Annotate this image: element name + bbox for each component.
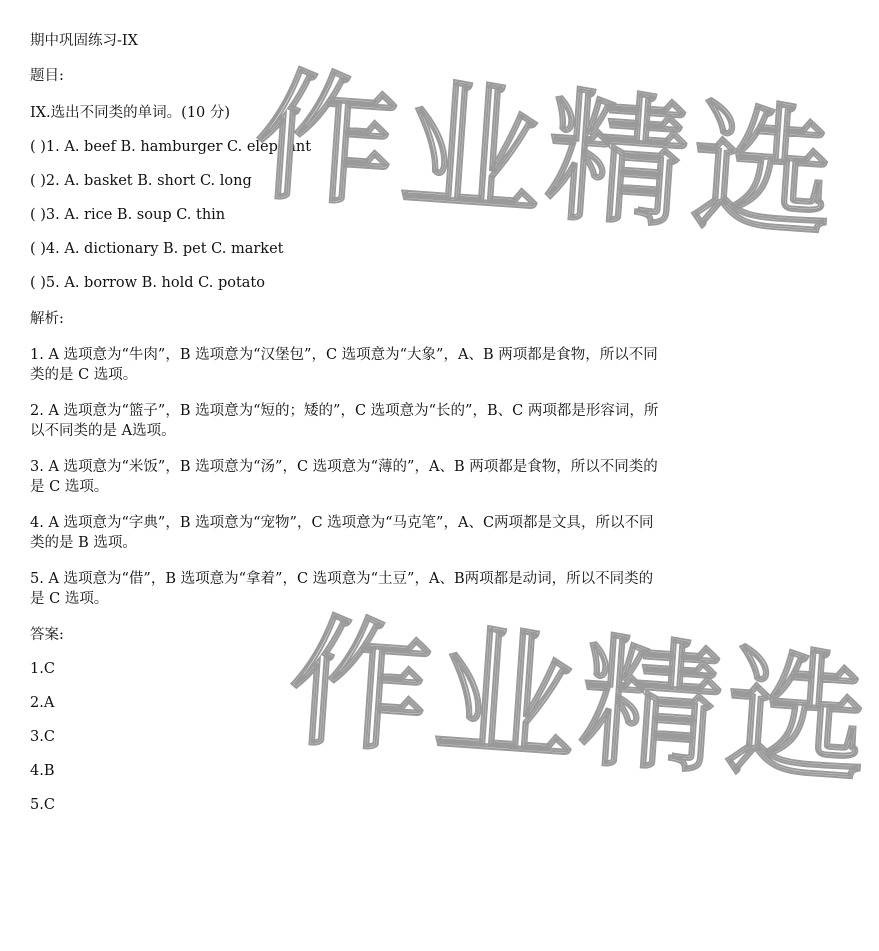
answer-item-1: 1.C xyxy=(30,661,55,677)
question-instruction: IX.选出不同类的单词。(10 分) xyxy=(30,105,231,121)
analysis-label: 解析: xyxy=(30,311,64,327)
answer-item-3: 3.C xyxy=(30,729,55,745)
question-item-2: ( )2. A. basket B. short C. long xyxy=(30,173,252,189)
question-item-1: ( )1. A. beef B. hamburger C. elephant xyxy=(30,139,312,155)
analysis-item-4: 4. A 选项意为“字典”，B 选项意为“宠物”，C 选项意为“马克笔”，A、C两项都是文具，所以不同类的是 B 选项。 xyxy=(30,515,654,551)
answer-item-2: 2.A xyxy=(30,695,55,711)
watermark-top: 作业精选 xyxy=(250,54,845,259)
answer-item-5: 5.C xyxy=(30,797,55,813)
question-item-3: ( )3. A. rice B. soup C. thin xyxy=(30,207,226,223)
analysis-item-2: 2. A 选项意为“篮子”，B 选项意为“短的；矮的”，C 选项意为“长的”，B、C 两项都是形容词，所以不同类的是 A选项。 xyxy=(30,403,659,439)
watermark-bottom: 作业精选 xyxy=(284,600,879,805)
question-item-5: ( )5. A. borrow B. hold C. potato xyxy=(30,275,265,291)
analysis-item-5: 5. A 选项意为“借”，B 选项意为“拿着”，C 选项意为“土豆”，A、B两项都是动词，所以不同类的是 C 选项。 xyxy=(30,571,654,607)
answer-item-4: 4.B xyxy=(30,763,55,779)
analysis-item-3: 3. A 选项意为“米饭”，B 选项意为“汤”，C 选项意为“薄的”，A、B 两项都是食物，所以不同类的是 C 选项。 xyxy=(30,459,658,495)
answers-label: 答案: xyxy=(30,627,64,643)
question-item-4: ( )4. A. dictionary B. pet C. market xyxy=(30,241,284,257)
question-label: 题目: xyxy=(30,68,64,84)
page-title: 期中巩固练习-IX xyxy=(30,33,138,49)
analysis-item-1: 1. A 选项意为“牛肉”，B 选项意为“汉堡包”，C 选项意为“大象”，A、B 两项都是食物，所以不同类的是 C 选项。 xyxy=(30,347,658,383)
